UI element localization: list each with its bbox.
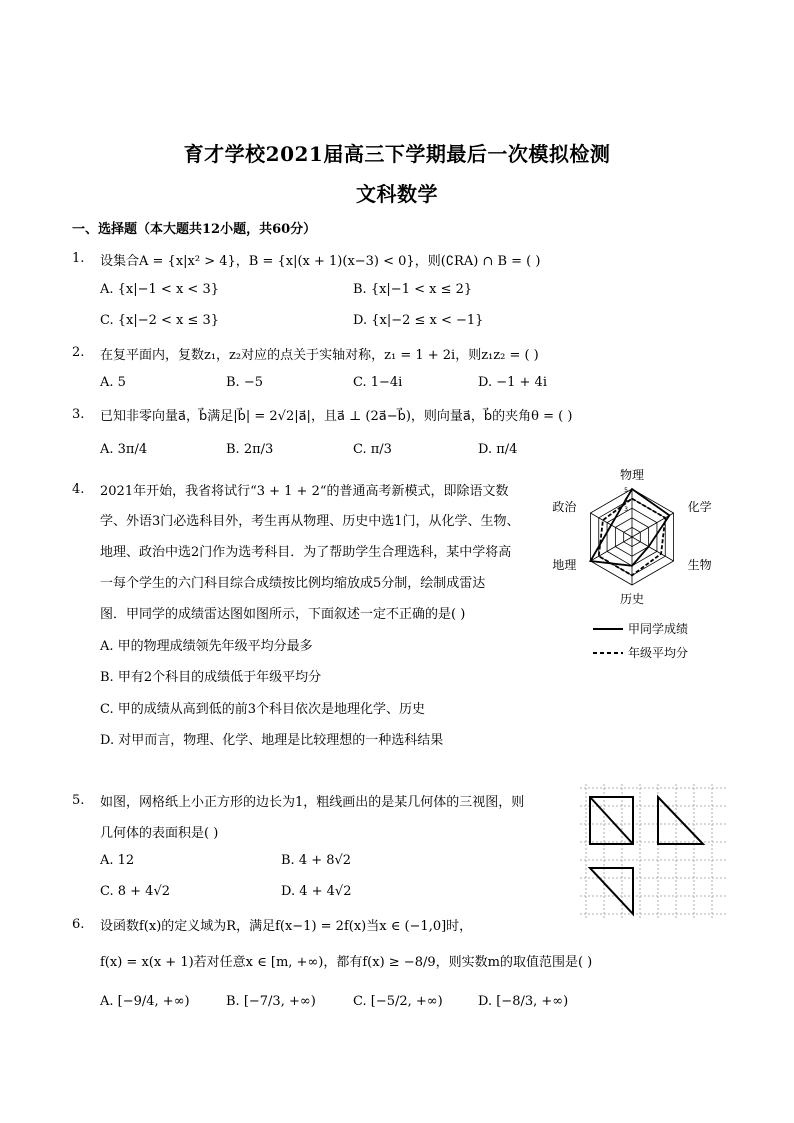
option-d: D. 对甲而言，物理、化学、地理是比较理想的一种选科结果 (100, 733, 444, 748)
question-text-line: 设函数f(x)的定义域为R，满足f(x−1) = 2f(x)当x ∈ (−1,0]时， (100, 919, 473, 934)
question-text-line: 一每个学生的六门科目综合成绩按比例均缩放成5分制，绘制成雷达 (100, 576, 486, 591)
radar-axis-label: 化学 (687, 500, 712, 514)
grid-lines (580, 784, 726, 920)
question-number: 1. (72, 251, 85, 266)
question-text-line: 如图，网格纸上小正方形的边长为1，粗线画出的是某几何体的三视图，则 (100, 795, 525, 810)
option-d: D. [−8/3, +∞) (478, 994, 569, 1009)
option-d: D. {x|−2 ≤ x < −1} (353, 313, 484, 328)
option-b: B. 甲有2个科目的成绩低于年级平均分 (100, 670, 322, 685)
option-a: A. 12 (100, 853, 135, 868)
radar-axis-label: 物理 (619, 468, 645, 482)
option-c: C. 1−4i (353, 375, 403, 390)
question-text-line: 2021年开始，我省将试行“3 + 1 + 2“的普通高考新模式，即除语文数 (100, 484, 509, 499)
question-number: 2. (72, 345, 85, 360)
option-a: A. [−9/4, +∞) (100, 994, 190, 1009)
question-text: 已知非零向量a⃗，b⃗满足|b⃗| = 2√2|a⃗|，且a⃗ ⊥ (2a⃗−b⃗)，则向量a⃗，b⃗的夹角θ = ( ) (100, 409, 573, 424)
page-subtitle: 文科数学 (356, 182, 438, 206)
question-number: 4. (72, 482, 85, 497)
option-c: C. 8 + 4√2 (100, 884, 171, 899)
option-a: A. {x|−1 < x < 3} (100, 282, 219, 297)
radar-axis-label: 政治 (552, 500, 577, 514)
radar-scale-label: 3 (624, 506, 628, 514)
radar-spoke (632, 513, 674, 537)
option-a: A. 5 (100, 375, 126, 390)
question-number: 5. (72, 793, 85, 808)
option-a: A. 甲的物理成绩领先年级平均分最多 (100, 639, 313, 654)
option-b: B. 2π/3 (226, 442, 274, 457)
question-text-line: 地理、政治中选2门作为选考科目．为了帮助学生合理选科，某中学将高 (100, 545, 512, 560)
radar-chart (552, 463, 730, 668)
option-a: A. 3π/4 (100, 442, 148, 457)
legend-label: 甲同学成绩 (628, 622, 689, 636)
option-d: D. 4 + 4√2 (281, 884, 352, 899)
question-number: 6. (72, 917, 85, 932)
page-title: 育才学校2021届高三下学期最后一次模拟检测 (183, 142, 611, 166)
option-b: B. 4 + 8√2 (281, 853, 352, 868)
front-view-diagonal (590, 797, 633, 844)
radar-scale-label: 4 (624, 496, 628, 504)
option-b: B. −5 (226, 375, 263, 390)
question-number: 3. (72, 407, 85, 422)
question-text: 设集合A = {x|x² > 4}，B = {x|(x + 1)(x−3) < 0}，则(∁RA) ∩ B = ( ) (100, 254, 541, 269)
radar-axis-label: 地理 (552, 558, 577, 572)
option-b: B. [−7/3, +∞) (226, 994, 316, 1009)
option-c: C. π/3 (353, 442, 392, 457)
question-text-line: 图．甲同学的成绩雷达图如图所示，下面叙述一定不正确的是( ) (100, 607, 466, 622)
three-view-figure (578, 782, 728, 922)
radar-axis-label: 历史 (619, 592, 645, 606)
option-d: D. π/4 (478, 442, 518, 457)
radar-scale-label: 5 (624, 487, 628, 494)
question-text-line: 几何体的表面积是( ) (100, 826, 219, 841)
option-d: D. −1 + 4i (478, 375, 547, 390)
radar-axis-label: 生物 (687, 558, 712, 572)
option-c: C. {x|−2 < x ≤ 3} (100, 313, 220, 328)
question-text-line: 学、外语3门必选科目外，考生再从物理、历史中选1门，从化学、生物、 (100, 514, 520, 529)
side-view (658, 797, 703, 844)
question-text-line: f(x) = x(x + 1)若对任意x ∈ [m, +∞)，都有f(x) ≥ −8/9，则实数m的取值范围是( ) (100, 955, 593, 970)
option-c: C. 甲的成绩从高到低的前3个科目依次是地理化学、历史 (100, 702, 426, 717)
legend-label: 年级平均分 (628, 646, 689, 660)
question-text: 在复平面内，复数z₁，z₂对应的点关于实轴对称，z₁ = 1 + 2i，则z₁z₂ = ( ) (100, 348, 539, 363)
section-header: 一、选择题（本大题共12小题，共60分） (72, 222, 317, 237)
option-b: B. {x|−1 < x ≤ 2} (353, 282, 473, 297)
option-c: C. [−5/2, +∞) (353, 994, 443, 1009)
top-view (590, 868, 633, 914)
